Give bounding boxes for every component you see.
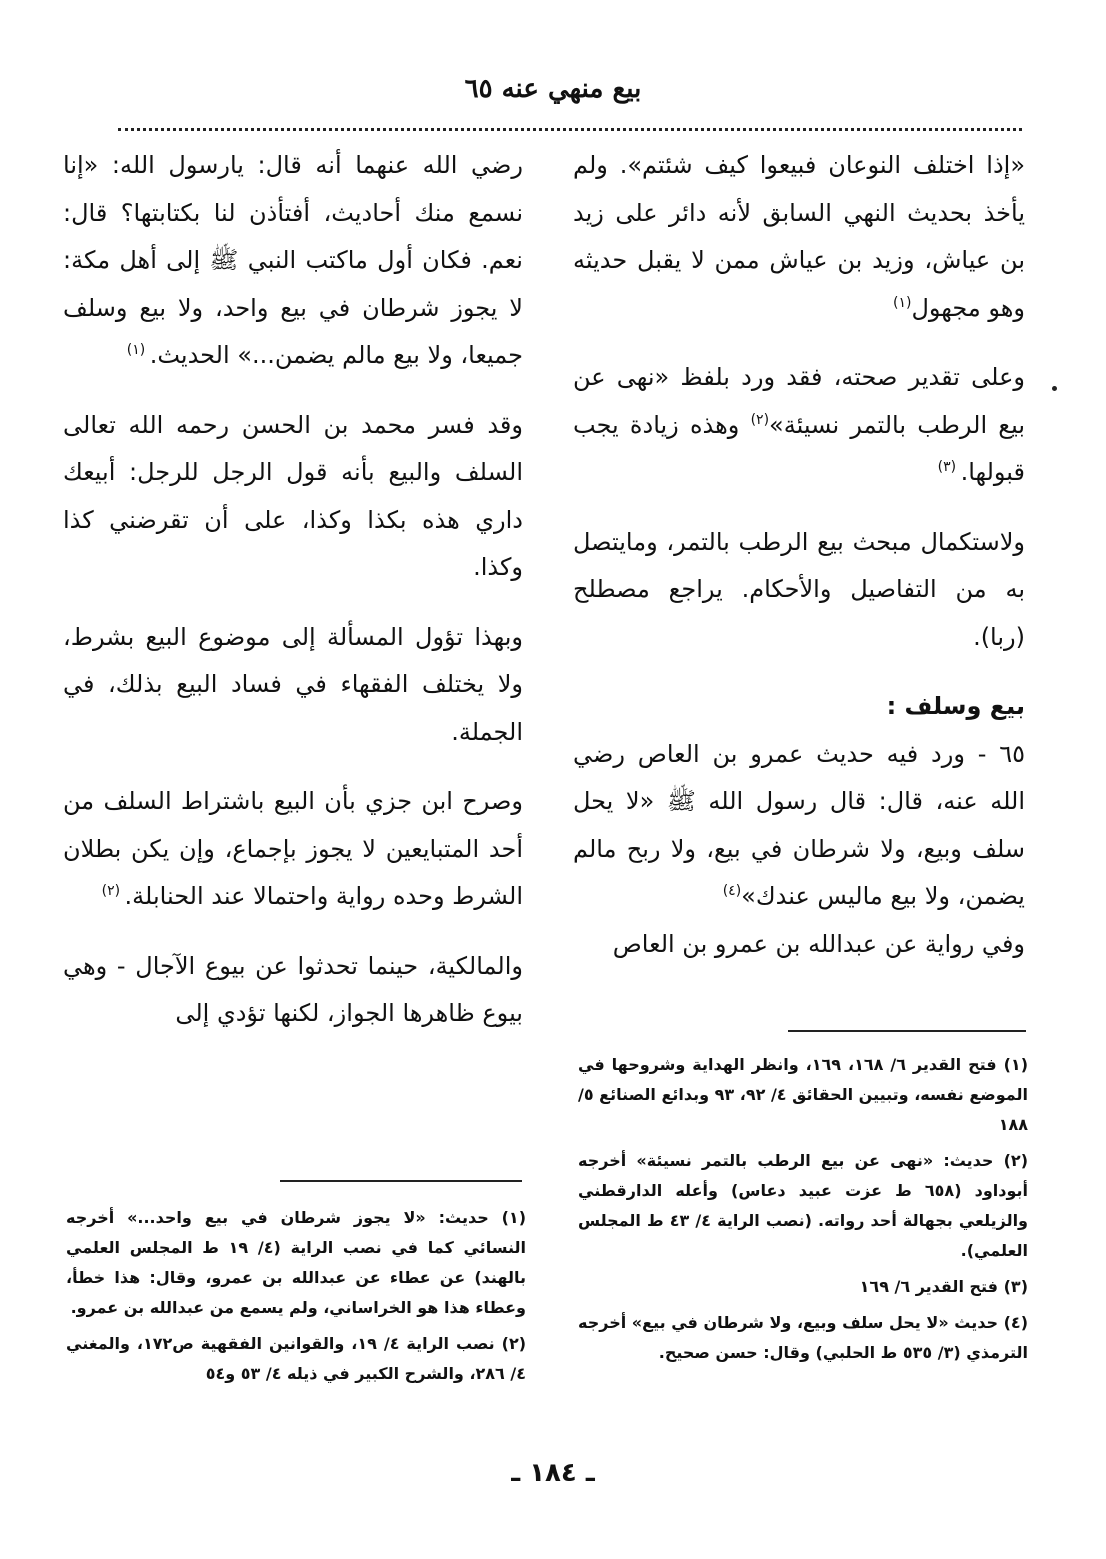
footnote-rule-left: [280, 1180, 522, 1182]
page-number: ـ ١٨٤ ـ: [511, 1458, 595, 1488]
footnote: (٤) حديث «لا يحل سلف وبيع، ولا شرطان في بيع» أخرجه الترمذي (٣/ ٥٣٥ ط الحلبي) وقال: حسن صحيح.: [578, 1313, 1028, 1362]
paragraph: وفي رواية عن عبدالله بن عمرو بن العاص: [612, 929, 1025, 958]
paragraph: رضي الله عنهما أنه قال: يارسول الله: «إنا نسمع منك أحاديث، أفتأذن لنا بكتابتها؟ قال: نعم. فكان أول ماكتب النبي ﷺ إلى أهل مكة: لا يجوز شرطان في بيع واحد، ولا بيع وسلف جميعا، ولا بيع مالم يضمن...» الحديث. $^{(١)}$: [63, 151, 523, 369]
footnotes-right: [578, 1050, 1028, 1374]
paragraph: وعلى تقدير صحته، فقد ورد بلفظ «نهى عن بيع الرطب بالتمر نسيئة»$^{(٢)}$ وهذه زيادة يجب قبولها. $^{(٣)}$: [573, 363, 1025, 486]
footnote-rule-right: [788, 1030, 1026, 1032]
footnote-ref: (٢): [101, 883, 125, 899]
paragraph: وبهذا تؤول المسألة إلى موضوع البيع بشرط، ولا يختلف الفقهاء في فساد البيع بذلك، في الجملة.: [63, 622, 523, 746]
footnotes-left: [66, 1203, 526, 1395]
left-column: [63, 142, 523, 1060]
footnote-ref: (١): [126, 342, 150, 358]
footnote-ref: (٢): [750, 411, 770, 428]
footnote-ref: (٣): [937, 459, 961, 475]
footnote-ref: (٤): [722, 883, 742, 899]
right-column: [573, 142, 1025, 990]
header-dotted-rule: [118, 128, 1022, 131]
footnote: (١) حديث: «لا يجوز شرطان في بيع واحد...» أخرجه النسائي كما في نصب الراية (٤/ ١٩ ط المجلس العلمي بالهند) عن عطاء عن عبدالله بن عمرو، وقال: هذا خطأ، وعطاء هذا هو الخراساني، ولم يسمع من عبدالله بن عمرو.: [66, 1208, 527, 1317]
paragraph: «إذا اختلف النوعان فبيعوا كيف شئتم». ولم يأخذ بحديث النهي السابق لأنه دائر على زيد بن عياش، وزيد بن عياش ممن لا يقبل حديثه وهو مجهول$^{(١)}$: [573, 151, 1025, 322]
footnote: (٢) حديث: «نهى عن بيع الرطب بالتمر نسيئة» أخرجه أبوداود (٦٥٨ ط عزت عبيد دعاس) وأعله الدارقطني والزيلعي بجهالة أحد رواته. (نصب الراية ٤/ ٤٣ ط المجلس العلمي).: [578, 1151, 1029, 1260]
paragraph: وقد فسر محمد بن الحسن رحمه الله تعالى السلف والبيع بأنه قول الرجل للرجل: أبيعك داري هذه بكذا وكذا، على أن تقرضني كذا وكذا.: [63, 410, 523, 581]
paragraph: وصرح ابن جزي بأن البيع باشتراط السلف من أحد المتبايعين لا يجوز بإجماع، وإن يكن بطلان الشرط وحده رواية واحتمالا عند الحنابلة. $^{(٢)}$: [63, 787, 523, 910]
footnote: (٢) نصب الراية ٤/ ١٩، والقوانين الفقهية ص١٧٢، والمغني ٤/ ٢٨٦، والشرح الكبير في ذيله ٤/ ٥٣ و٥٤: [66, 1334, 527, 1383]
footnote: (٣) فتح القدير ٦/ ١٦٩: [859, 1277, 1028, 1296]
footnote: (١) فتح القدير ٦/ ١٦٨، ١٦٩، وانظر الهداية وشروحها في الموضع نفسه، وتبيين الحقائق ٤/ ٩٢، ٩٣ وبدائع الصنائع ٥/ ١٨٨: [577, 1055, 1028, 1134]
margin-dot: [1052, 386, 1057, 391]
paragraph: والمالكية، حينما تحدثوا عن بيوع الآجال - وهي بيوع ظاهرها الجواز، لكنها تؤدي إلى: [63, 951, 523, 1027]
running-header: بيع منهي عنه ٦٥: [464, 74, 642, 104]
footnote-ref: (١): [893, 294, 912, 311]
section-heading: بيع وسلف :: [886, 692, 1025, 720]
paragraph: ٦٥ - ورد فيه حديث عمرو بن العاص رضي الله عنه، قال: قال رسول الله ﷺ «لا يحل سلف وبيع، ولا شرطان في بيع، ولا ربح مالم يضمن، ولا بيع ماليس عندك»$^{(٤)}$: [573, 739, 1025, 910]
paragraph: ولاستكمال مبحث بيع الرطب بالتمر، ومايتصل به من التفاصيل والأحكام. يراجع مصطلح (ربا).: [573, 527, 1025, 651]
